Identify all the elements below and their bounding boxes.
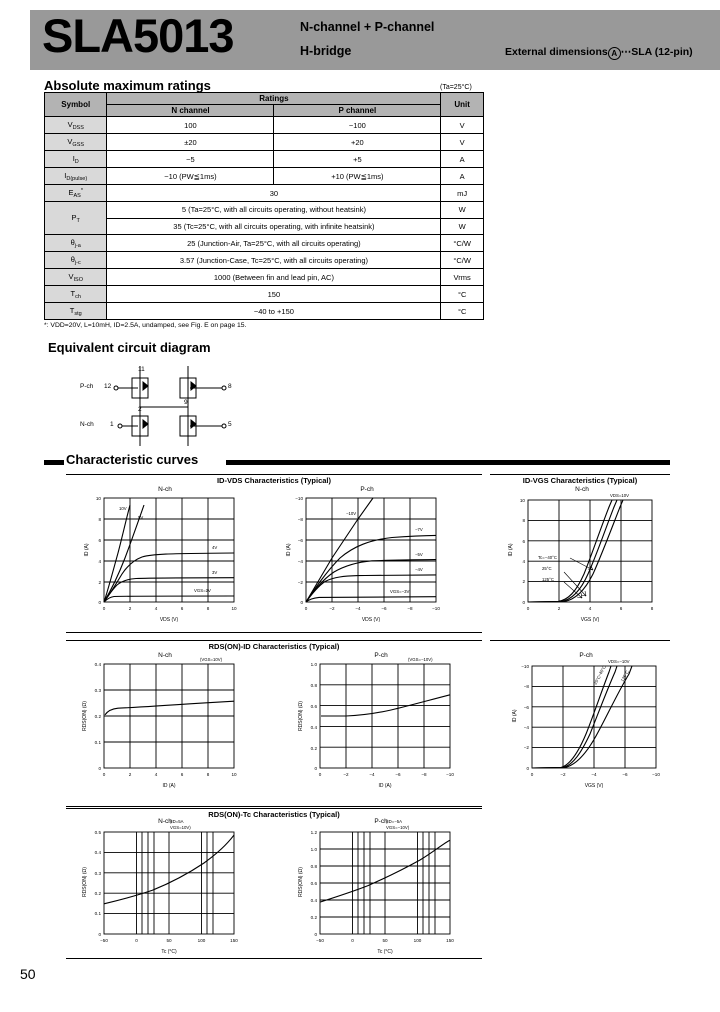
svg-text:0.4: 0.4 — [94, 662, 101, 667]
svg-text:0: 0 — [102, 772, 106, 777]
svg-text:RDS(ON) (Ω): RDS(ON) (Ω) — [298, 701, 304, 731]
table-row — [45, 303, 484, 320]
svg-text:−5V: −5V — [415, 552, 423, 557]
svg-text:4: 4 — [522, 559, 525, 564]
equivalent-circuit-title: Equivalent circuit diagram — [48, 340, 211, 355]
svg-text:0.8: 0.8 — [310, 683, 317, 688]
svg-text:0.2: 0.2 — [94, 714, 101, 719]
svg-text:−6: −6 — [381, 606, 387, 611]
row-value-n: −10 (PW≦1ms) — [107, 168, 274, 185]
row1-group-title-right: ID-VGS Characteristics (Typical) — [522, 476, 638, 485]
svg-text:0.4: 0.4 — [94, 850, 101, 855]
symbol-subscript: D — [74, 158, 79, 165]
svg-text:0: 0 — [314, 932, 317, 937]
page-header — [30, 10, 720, 70]
row1-group-title: ID-VDS Characteristics (Typical) — [216, 476, 332, 485]
svg-text:0: 0 — [314, 766, 317, 771]
row3-group-title: RDS(ON)-Tc Characteristics (Typical) — [208, 810, 340, 819]
row-unit: V — [441, 134, 484, 151]
svg-text:0.4: 0.4 — [310, 725, 317, 730]
svg-text:2: 2 — [98, 580, 101, 585]
chart-subtitle: P-ch — [360, 486, 374, 493]
svg-text:1.2: 1.2 — [310, 830, 317, 835]
chart-id-vds-nch — [70, 486, 260, 636]
symbol-base: I — [64, 170, 67, 180]
svg-text:4: 4 — [588, 606, 592, 611]
abs-max-ratings-table-wrap — [44, 92, 484, 320]
svg-text:4: 4 — [154, 606, 158, 611]
row-value-p: +20 — [274, 134, 441, 151]
svg-text:−6: −6 — [395, 772, 401, 777]
svg-text:0: 0 — [526, 606, 530, 611]
row1-rule-right — [490, 474, 670, 475]
svg-text:VDS=10V: VDS=10V — [610, 493, 629, 498]
svg-text:RDS(ON) (Ω): RDS(ON) (Ω) — [82, 867, 88, 897]
header-subtitle-topology: H-bridge — [300, 44, 352, 58]
chart-id-vds-pch-svg — [272, 486, 462, 631]
chart-id-vgs-nch — [492, 486, 672, 636]
svg-text:6: 6 — [180, 606, 184, 611]
row-symbol — [45, 151, 107, 168]
banner-rule-left — [44, 460, 64, 465]
svg-text:125°C: 125°C — [542, 577, 554, 582]
circuit-label-pch: P-ch — [80, 383, 94, 390]
row-symbol — [45, 286, 107, 303]
chart-id-vds-pch — [272, 486, 462, 636]
svg-text:ID (A): ID (A) — [508, 543, 514, 557]
svg-text:10: 10 — [231, 606, 237, 611]
svg-text:0: 0 — [522, 600, 525, 605]
symbol-base: θ — [70, 237, 75, 247]
abs-max-ratings-condition: (Ta=25°C) — [440, 84, 472, 91]
svg-text:−2: −2 — [523, 745, 529, 750]
svg-text:0: 0 — [135, 938, 138, 943]
row-value-span: 3.57 (Junction-Case, Tc=25°C, with all circuits operating) — [107, 252, 441, 269]
svg-text:0: 0 — [530, 772, 534, 777]
table-row — [45, 117, 484, 134]
svg-text:8: 8 — [98, 517, 101, 522]
table-row — [45, 202, 484, 219]
row-symbol — [45, 168, 107, 185]
row-unit: °C — [441, 303, 484, 320]
row-value-span: 30 — [107, 185, 441, 202]
svg-text:100: 100 — [413, 938, 422, 943]
chart-id-vds-nch-svg — [70, 486, 260, 631]
symbol-base: V — [67, 119, 73, 129]
svg-text:−6: −6 — [523, 705, 529, 710]
svg-text:−7V: −7V — [415, 527, 423, 532]
circuit-label-nch: N-ch — [80, 421, 94, 428]
svg-text:−4: −4 — [369, 772, 375, 777]
svg-text:−6: −6 — [297, 538, 303, 543]
svg-text:0.3: 0.3 — [94, 871, 101, 876]
circuit-pin-1: 1 — [110, 421, 114, 428]
row-unit: V — [441, 117, 484, 134]
svg-text:8: 8 — [522, 518, 525, 523]
characteristic-curves-title: Characteristic curves — [66, 452, 199, 467]
svg-text:−8: −8 — [523, 684, 529, 689]
symbol-subscript: ISO — [73, 276, 83, 283]
symbol-superscript: * — [80, 187, 83, 194]
svg-text:1.0: 1.0 — [310, 662, 317, 667]
svg-text:−2: −2 — [297, 580, 303, 585]
svg-text:−4: −4 — [591, 772, 597, 777]
svg-text:100: 100 — [197, 938, 206, 943]
svg-text:8: 8 — [650, 606, 654, 611]
svg-text:RDS(ON) (Ω): RDS(ON) (Ω) — [298, 867, 304, 897]
row3-rule-top — [66, 808, 482, 809]
table-row — [45, 286, 484, 303]
svg-text:10: 10 — [231, 772, 237, 777]
svg-text:6: 6 — [619, 606, 623, 611]
symbol-subscript: j-c — [74, 259, 81, 266]
svg-text:0.1: 0.1 — [94, 911, 101, 916]
symbol-base: P — [71, 212, 77, 222]
row-unit: A — [441, 168, 484, 185]
table-row — [45, 269, 484, 286]
svg-text:150: 150 — [446, 938, 454, 943]
row-symbol — [45, 202, 107, 235]
abs-max-ratings-title: Absolute maximum ratings — [44, 78, 211, 93]
svg-text:6: 6 — [180, 772, 184, 777]
symbol-base: E — [68, 187, 74, 197]
svg-text:ID (A): ID (A) — [286, 543, 292, 557]
chart-rdson-tc-nch — [70, 818, 260, 963]
svg-text:8: 8 — [206, 606, 210, 611]
svg-text:4V: 4V — [212, 545, 218, 550]
svg-text:VGS=−3V: VGS=−3V — [390, 589, 410, 594]
row-symbol — [45, 117, 107, 134]
svg-text:2: 2 — [128, 772, 132, 777]
svg-text:−2: −2 — [343, 772, 349, 777]
svg-text:VGS=2V: VGS=2V — [194, 588, 211, 593]
chart-subtitle: N-ch — [575, 486, 589, 493]
row-value-n: −5 — [107, 151, 274, 168]
row-unit: mJ — [441, 185, 484, 202]
equivalent-circuit-diagram — [80, 366, 260, 446]
row-unit: °C/W — [441, 252, 484, 269]
svg-text:−4: −4 — [297, 559, 303, 564]
svg-text:0.2: 0.2 — [94, 891, 101, 896]
svg-text:VDS (V): VDS (V) — [361, 617, 381, 623]
svg-text:150: 150 — [230, 938, 238, 943]
svg-text:−4: −4 — [355, 606, 361, 611]
row-symbol — [45, 185, 107, 202]
circuit-pin-9: 9 — [184, 399, 188, 406]
chart-subtitle: N-ch — [158, 486, 172, 493]
svg-text:ID (A): ID (A) — [162, 783, 176, 789]
row-unit: Vrms — [441, 269, 484, 286]
col-header-unit: Unit — [441, 93, 484, 117]
svg-text:0.2: 0.2 — [310, 915, 317, 920]
svg-text:0.6: 0.6 — [310, 881, 317, 886]
svg-text:VDS=−10V: VDS=−10V — [608, 659, 630, 664]
abs-max-ratings-table — [44, 92, 484, 320]
row2-rule-left — [66, 640, 482, 641]
symbol-subscript: D(pulse) — [66, 175, 88, 182]
svg-text:−10V: −10V — [346, 511, 357, 516]
symbol-subscript: T — [76, 217, 80, 224]
row-unit: A — [441, 151, 484, 168]
external-dimensions-label: External dimensions — [505, 46, 608, 58]
svg-text:0: 0 — [351, 938, 354, 943]
svg-text:50: 50 — [382, 938, 388, 943]
svg-text:−10: −10 — [432, 606, 440, 611]
svg-text:−50: −50 — [100, 938, 108, 943]
row-unit: W — [441, 202, 484, 219]
row-symbol — [45, 235, 107, 252]
svg-text:VGS=−10V): VGS=−10V) — [386, 825, 410, 830]
svg-text:4: 4 — [154, 772, 158, 777]
external-dimensions-value: ⋯SLA (12-pin) — [620, 46, 693, 58]
svg-text:25°C: 25°C — [592, 674, 602, 686]
circuit-pin-12: 12 — [104, 383, 112, 390]
svg-text:ID (A): ID (A) — [378, 783, 392, 789]
svg-text:0: 0 — [304, 606, 308, 611]
circuit-pin-2: 2 — [138, 406, 142, 413]
svg-text:8: 8 — [206, 772, 210, 777]
chart-rdson-id-pch — [286, 652, 476, 802]
chart-rdson-tc-pch-svg — [286, 818, 476, 960]
svg-text:(VGS=10V): (VGS=10V) — [200, 657, 223, 662]
table-row — [45, 252, 484, 269]
svg-text:0.6: 0.6 — [310, 704, 317, 709]
row-unit: W — [441, 218, 484, 235]
svg-text:0.3: 0.3 — [94, 688, 101, 693]
symbol-subscript: j-a — [74, 242, 81, 249]
svg-text:−2: −2 — [560, 772, 566, 777]
svg-text:RDS(ON) (Ω): RDS(ON) (Ω) — [82, 701, 88, 731]
row2-group-title: RDS(ON)-ID Characteristics (Typical) — [208, 642, 340, 651]
chart-rdson-id-pch-svg — [286, 652, 476, 797]
svg-text:0.2: 0.2 — [310, 746, 317, 751]
svg-text:−10: −10 — [295, 496, 303, 501]
chart-subtitle: P-ch — [374, 818, 388, 825]
package-mark-icon: A — [608, 47, 621, 60]
svg-text:6: 6 — [522, 539, 525, 544]
svg-text:6: 6 — [98, 538, 101, 543]
svg-text:0: 0 — [98, 766, 101, 771]
row-value-span: 150 — [107, 286, 441, 303]
row-symbol — [45, 269, 107, 286]
circuit-pin-8: 8 — [228, 383, 232, 390]
svg-text:50: 50 — [166, 938, 172, 943]
svg-text:10: 10 — [519, 498, 525, 503]
row-unit: °C — [441, 286, 484, 303]
chart-rdson-tc-pch — [286, 818, 476, 963]
row-value-p: +5 — [274, 151, 441, 168]
chart-rdson-id-nch — [70, 652, 260, 802]
symbol-subscript: GSS — [72, 141, 85, 148]
col-header-symbol: Symbol — [45, 93, 107, 117]
svg-text:0.8: 0.8 — [310, 864, 317, 869]
svg-text:−4: −4 — [523, 725, 529, 730]
header-subtitle-channel: N-channel + P-channel — [300, 20, 435, 34]
svg-text:1.0: 1.0 — [310, 847, 317, 852]
page-number: 50 — [20, 966, 36, 982]
chart-subtitle: N-ch — [158, 652, 172, 659]
svg-text:−10: −10 — [446, 772, 454, 777]
svg-text:5V: 5V — [138, 515, 144, 520]
svg-text:VGS=10V): VGS=10V) — [170, 825, 191, 830]
svg-text:(ID=−5A: (ID=−5A — [386, 819, 403, 824]
svg-text:Tc (°C): Tc (°C) — [161, 949, 177, 955]
symbol-base: T — [70, 288, 76, 298]
svg-text:0.1: 0.1 — [94, 740, 101, 745]
svg-text:3V: 3V — [212, 570, 218, 575]
row-symbol — [45, 303, 107, 320]
svg-text:−2: −2 — [329, 606, 335, 611]
table-row — [45, 235, 484, 252]
svg-text:−4V: −4V — [415, 567, 423, 572]
circuit-pin-11: 11 — [138, 366, 145, 373]
banner-rule-right — [226, 460, 670, 465]
svg-text:−40°C: −40°C — [596, 664, 607, 678]
col-header-ratings: Ratings — [107, 93, 441, 105]
svg-text:ID (A): ID (A) — [84, 543, 90, 557]
svg-text:10V: 10V — [119, 506, 127, 511]
svg-text:2: 2 — [557, 606, 561, 611]
symbol-base: I — [72, 153, 75, 163]
svg-text:(ID=5A: (ID=5A — [170, 819, 184, 824]
table-header-row — [45, 93, 484, 105]
row-value-n: 100 — [107, 117, 274, 134]
row-value-p: −100 — [274, 117, 441, 134]
table-row — [45, 134, 484, 151]
symbol-subscript: DSS — [72, 124, 84, 131]
symbol-base: V — [68, 271, 74, 281]
col-header-p-channel: P channel — [274, 105, 441, 117]
row-value-span: 1000 (Between fin and lead pin, AC) — [107, 269, 441, 286]
svg-text:−8: −8 — [297, 517, 303, 522]
chart-id-vgs-pch-svg — [496, 652, 676, 797]
svg-text:0: 0 — [318, 772, 322, 777]
symbol-base: θ — [70, 254, 75, 264]
row-symbol — [45, 252, 107, 269]
svg-text:−10: −10 — [521, 664, 529, 669]
chart-rdson-tc-nch-svg — [70, 818, 260, 960]
svg-text:−6: −6 — [622, 772, 628, 777]
svg-text:2: 2 — [522, 579, 525, 584]
svg-text:10: 10 — [95, 496, 101, 501]
row-value-span: 35 (Tc=25°C, with all circuits operating, with infinite heatsink) — [107, 218, 441, 235]
circuit-pin-5: 5 — [228, 421, 232, 428]
chart-subtitle: P-ch — [579, 652, 593, 659]
row-value-p: +10 (PW≦1ms) — [274, 168, 441, 185]
svg-text:0: 0 — [102, 606, 106, 611]
col-header-n-channel: N channel — [107, 105, 274, 117]
table-row — [45, 218, 484, 235]
table-row — [45, 185, 484, 202]
svg-text:0.4: 0.4 — [310, 898, 317, 903]
svg-text:0: 0 — [98, 600, 101, 605]
svg-text:0: 0 — [98, 932, 101, 937]
symbol-base: V — [67, 136, 73, 146]
chart-rdson-id-nch-svg — [70, 652, 260, 797]
row-value-span: −40 to +150 — [107, 303, 441, 320]
table-header-row-2 — [45, 105, 484, 117]
svg-text:0: 0 — [300, 600, 303, 605]
external-dimensions-note — [505, 46, 693, 60]
part-number: SLA5013 — [42, 9, 234, 62]
svg-text:−50: −50 — [316, 938, 324, 943]
svg-text:−10: −10 — [652, 772, 660, 777]
svg-text:Tc (°C): Tc (°C) — [377, 949, 393, 955]
chart-subtitle: N-ch — [158, 818, 172, 825]
svg-text:25°C: 25°C — [542, 566, 552, 571]
svg-text:−8: −8 — [421, 772, 427, 777]
svg-text:4: 4 — [98, 559, 101, 564]
symbol-subscript: ch — [75, 293, 81, 300]
svg-text:−8: −8 — [407, 606, 413, 611]
symbol-subscript: stg — [74, 310, 82, 317]
svg-text:125°C: 125°C — [619, 669, 630, 683]
row-value-span: 5 (Ta=25°C, with all circuits operating, without heatsink) — [107, 202, 441, 219]
chart-id-vgs-pch — [496, 652, 676, 802]
chart-id-vgs-nch-svg — [492, 486, 672, 631]
row-value-n: ±20 — [107, 134, 274, 151]
symbol-subscript: AS — [73, 192, 81, 199]
table-row — [45, 168, 484, 185]
svg-text:VGS (V): VGS (V) — [584, 783, 604, 789]
row1-rule-left — [66, 474, 482, 475]
row2-rule-right — [490, 640, 670, 641]
svg-text:VDS (V): VDS (V) — [159, 617, 179, 623]
table-row — [45, 151, 484, 168]
equivalent-circuit-svg — [80, 366, 260, 446]
svg-text:(VGS=−10V): (VGS=−10V) — [408, 657, 433, 662]
symbol-base: T — [69, 305, 75, 315]
row-value-span: 25 (Junction-Air, Ta=25°C, with all circuits operating) — [107, 235, 441, 252]
svg-text:0.5: 0.5 — [94, 830, 101, 835]
svg-text:0: 0 — [526, 766, 529, 771]
chart-subtitle: P-ch — [374, 652, 388, 659]
row-unit: °C/W — [441, 235, 484, 252]
svg-text:VGS (V): VGS (V) — [580, 617, 600, 623]
svg-text:2: 2 — [128, 606, 132, 611]
svg-text:ID (A): ID (A) — [512, 709, 518, 723]
row2-rule-bottom — [66, 806, 482, 807]
abs-max-ratings-footnote: *: VDD=20V, L=10mH, ID=2.5A, undamped, see Fig. E on page 15. — [44, 322, 247, 329]
svg-text:Tc=−40°C: Tc=−40°C — [538, 555, 557, 560]
row-symbol — [45, 134, 107, 151]
